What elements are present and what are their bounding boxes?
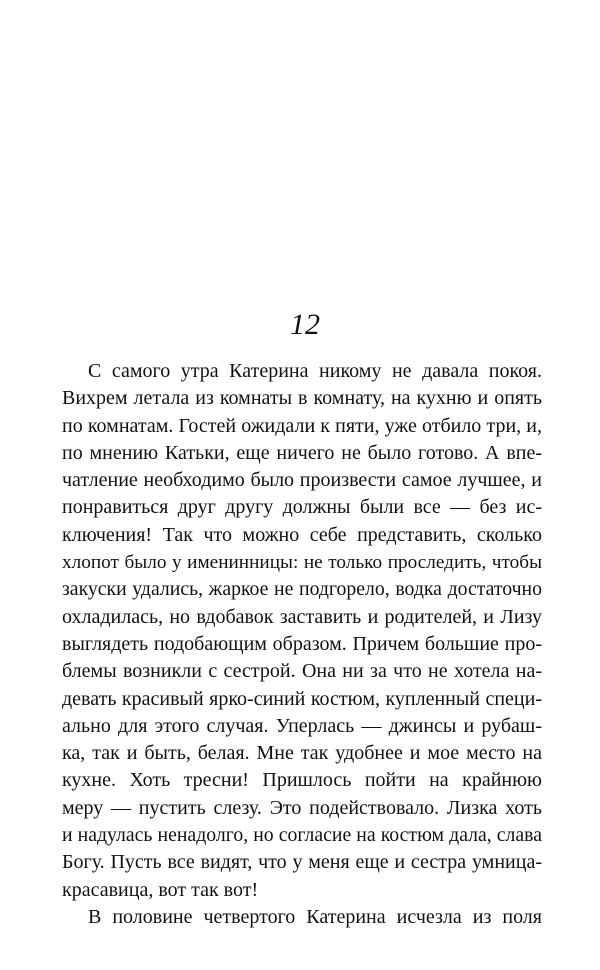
text-line: кухне. Хоть тресни! Пришлось пойти на крайнюю — [62, 769, 542, 792]
text-line: закуски удались, жаркое не подгорело, водка достаточно — [62, 578, 542, 601]
text-line: С самого утра Катерина никому не давала покоя. — [88, 360, 542, 382]
body-text — [62, 358, 542, 931]
text-line: выглядеть подобающим образом. Причем большие про- — [62, 632, 542, 655]
text-line: понравиться друг другу должны были все — без ис- — [62, 496, 542, 519]
text-line: чатление необходимо было произвести самое лучшее, и — [62, 469, 542, 492]
text-line: меру — пустить слезу. Это подействовало. Лизка хоть — [62, 796, 542, 819]
text-line: хлопот было у именинницы: не только проследить, чтобы — [62, 552, 542, 574]
paragraph-1 — [62, 358, 542, 904]
text-line: блемы возникли с сестрой. Она ни за что не хотела на- — [62, 660, 542, 683]
text-line: девать красивый ярко-синий костюм, купленный специ- — [62, 687, 542, 710]
text-line: Богу. Пусть все видят, что у меня еще и сестра умница- — [62, 851, 542, 874]
text-line: Вихрем летала из комнаты в комнату, на кухню и опять — [62, 387, 542, 410]
text-line: и надулась ненадолго, но согласие на костюм дала, слава — [62, 824, 542, 847]
text-line: ка, так и быть, белая. Мне так удобнее и мое место на — [62, 742, 542, 765]
text-line: В половине четвертого Катерина исчезла из поля — [88, 905, 542, 928]
paragraph-2 — [62, 904, 542, 931]
text-line: красавица, вот так вот! — [62, 878, 259, 901]
text-line: по комнатам. Гостей ожидали к пяти, уже отбило три, и, — [62, 414, 542, 437]
text-line: охладилась, но вдобавок заставить и родителей, и Лизу — [62, 605, 542, 628]
chapter-number: 12 — [290, 308, 320, 341]
text-line: ключения! Так что можно себе представить, сколько — [62, 523, 542, 546]
text-line: по мнению Катьки, еще ничего не было готово. А впе- — [62, 441, 542, 464]
text-line: ально для этого случая. Уперлась — джинсы и рубаш- — [62, 714, 542, 737]
